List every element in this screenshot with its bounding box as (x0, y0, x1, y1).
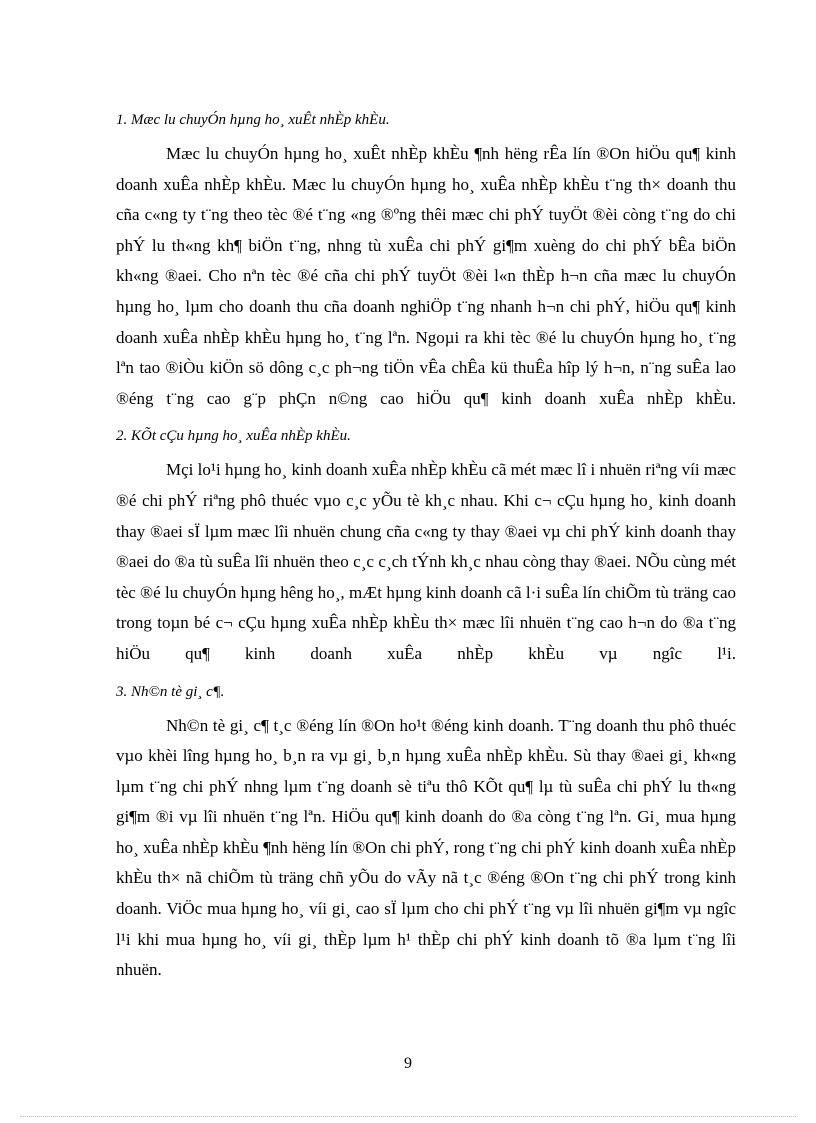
section-3-paragraph: Nh©n tè gi¸ c¶ t¸c ®éng lín ®On ho¹t ®éng kinh doanh. T¨ng doanh thu phô thuéc vµo khèi lîng hµng ho¸ b¸n ra vµ gi¸ b¸n hµng xuÊa nhÈp khÈu. Sù thay ®aei gi¸ kh«ng lµm t¨ng chi phÝ nhng lµm t¨ng doanh sè tiªu thô KÕt qu¶ lµ tù suÊa chi phÝ lu th«ng gi¶m ®i vµ lîi nhuën t¨ng lªn. HiÖu qu¶ kinh doanh do ®a còng t¨ng lªn. Gi¸ mua hµng ho¸ xuÊa nhÈp khÈu ¶nh hëng lín ®On chi phÝ, rong t¨ng chi phÝ kinh doanh xuÊa nhÈp khÈu th× nã chiÕm tù träng chñ yÕu do vÃy nã t¸c ®éng ®On t¨ng chi phÝ trong kinh doanh. ViÖc mua hµng ho¸ víi gi¸ cao sÏ lµm cho chi phÝ t¨ng vµ lîi nhuën gi¶m vµ ngîc l¹i khi mua hµng ho¸ víi gi¸ thÈp lµm h¹ thÈp chi phÝ kinh doanh tõ ®a lµm t¨ng lîi nhuën. (116, 715, 736, 980)
section-3-heading: 3. Nh©n tè gi¸ c¶. (116, 683, 225, 700)
section-2-heading: 2. KÕt cÇu hµng ho¸ xuÊa nhÈp khÈu. (116, 428, 351, 445)
section-2-paragraph: Mçi lo¹i hµng ho¸ kinh doanh xuÊa nhÈp khÈu cã mét mæc lî i nhuën riªng víi mæc ®é chi phÝ riªng phô thuéc vµo c¸c yÕu tè kh¸c nhau. Khi c¬ cÇu hµng ho¸ kinh doanh thay ®aei sÏ lµm mæc lîi nhuën chung cña c«ng ty thay ®aei vµ chi phÝ kinh doanh thay ®aei do ®a tù suÊa lîi nhuën theo c¸c c¸ch tÝnh kh¸c nhau còng thay ®aei. NÕu cùng mét tèc ®é lu chuyÓn hµng hêng ho¸, mÆt hµng kinh doanh cã l·i suÊa lín chiÕm tù träng cao trong toµn bé c¬ cÇu hµng xuÊa nhÈp khÈu th× mæc lîi nhuën t¨ng cao h¬n do ®a t¨ng hiÖu qu¶ kinh doanh xuÊa nhÈp khÈu vµ ngîc l¹i. (116, 460, 736, 663)
section-1-paragraph: Mæc lu chuyÓn hµng ho¸ xuÊt nhÈp khÈu ¶nh hëng rÊa lín ®On hiÖu qu¶ kinh doanh xuÊa nhÈp khÈu. Mæc lu chuyÓn hµng ho¸ xuÊa nhÈp khÈu t¨ng th× doanh thu cña c«ng ty t¨ng theo tèc ®é t¨ng «ng ®ºng thêi mæc chi phÝ tuyÖt ®èi còng t¨ng do chi phÝ lu th«ng kh¶ biÖn t¨ng, nhng tù xuÊa chi phÝ gi¶m xuèng do chi phÝ bÊa biÖn kh«ng ®aei. Cho nªn tèc ®é cña chi phÝ tuyÖt ®èi l«n thÈp h¬n cña mæc lu chuyÓn hµng ho¸ lµm cho doanh thu cña doanh nghiÖp t¨ng nhanh h¬n chi phÝ, hiÖu qu¶ kinh doanh xuÊa nhÈp khÈu hµng ho¸ t¨ng lªn. Ngoµi ra khi tèc ®é lu chuyÓn hµng ho¸ t¨ng lªn tao ®iÒu kiÖn sö dông c¸c ph¬ng tiÖn vÊa chÊa kü thuÊa hîp lý h¬n, n¨ng suÊa lao ®éng t¨ng cao g¨p phÇn n©ng cao hiÖu qu¶ kinh doanh xuÊa nhÈp khÈu. (116, 144, 736, 408)
section-1-heading: 1. Mæc lu chuyÓn hµng ho¸ xuÊt nhÈp khÈu. (116, 112, 390, 128)
page-bottom-divider (20, 1116, 796, 1117)
page-body (116, 112, 736, 986)
page-number: 9 (404, 1055, 412, 1072)
